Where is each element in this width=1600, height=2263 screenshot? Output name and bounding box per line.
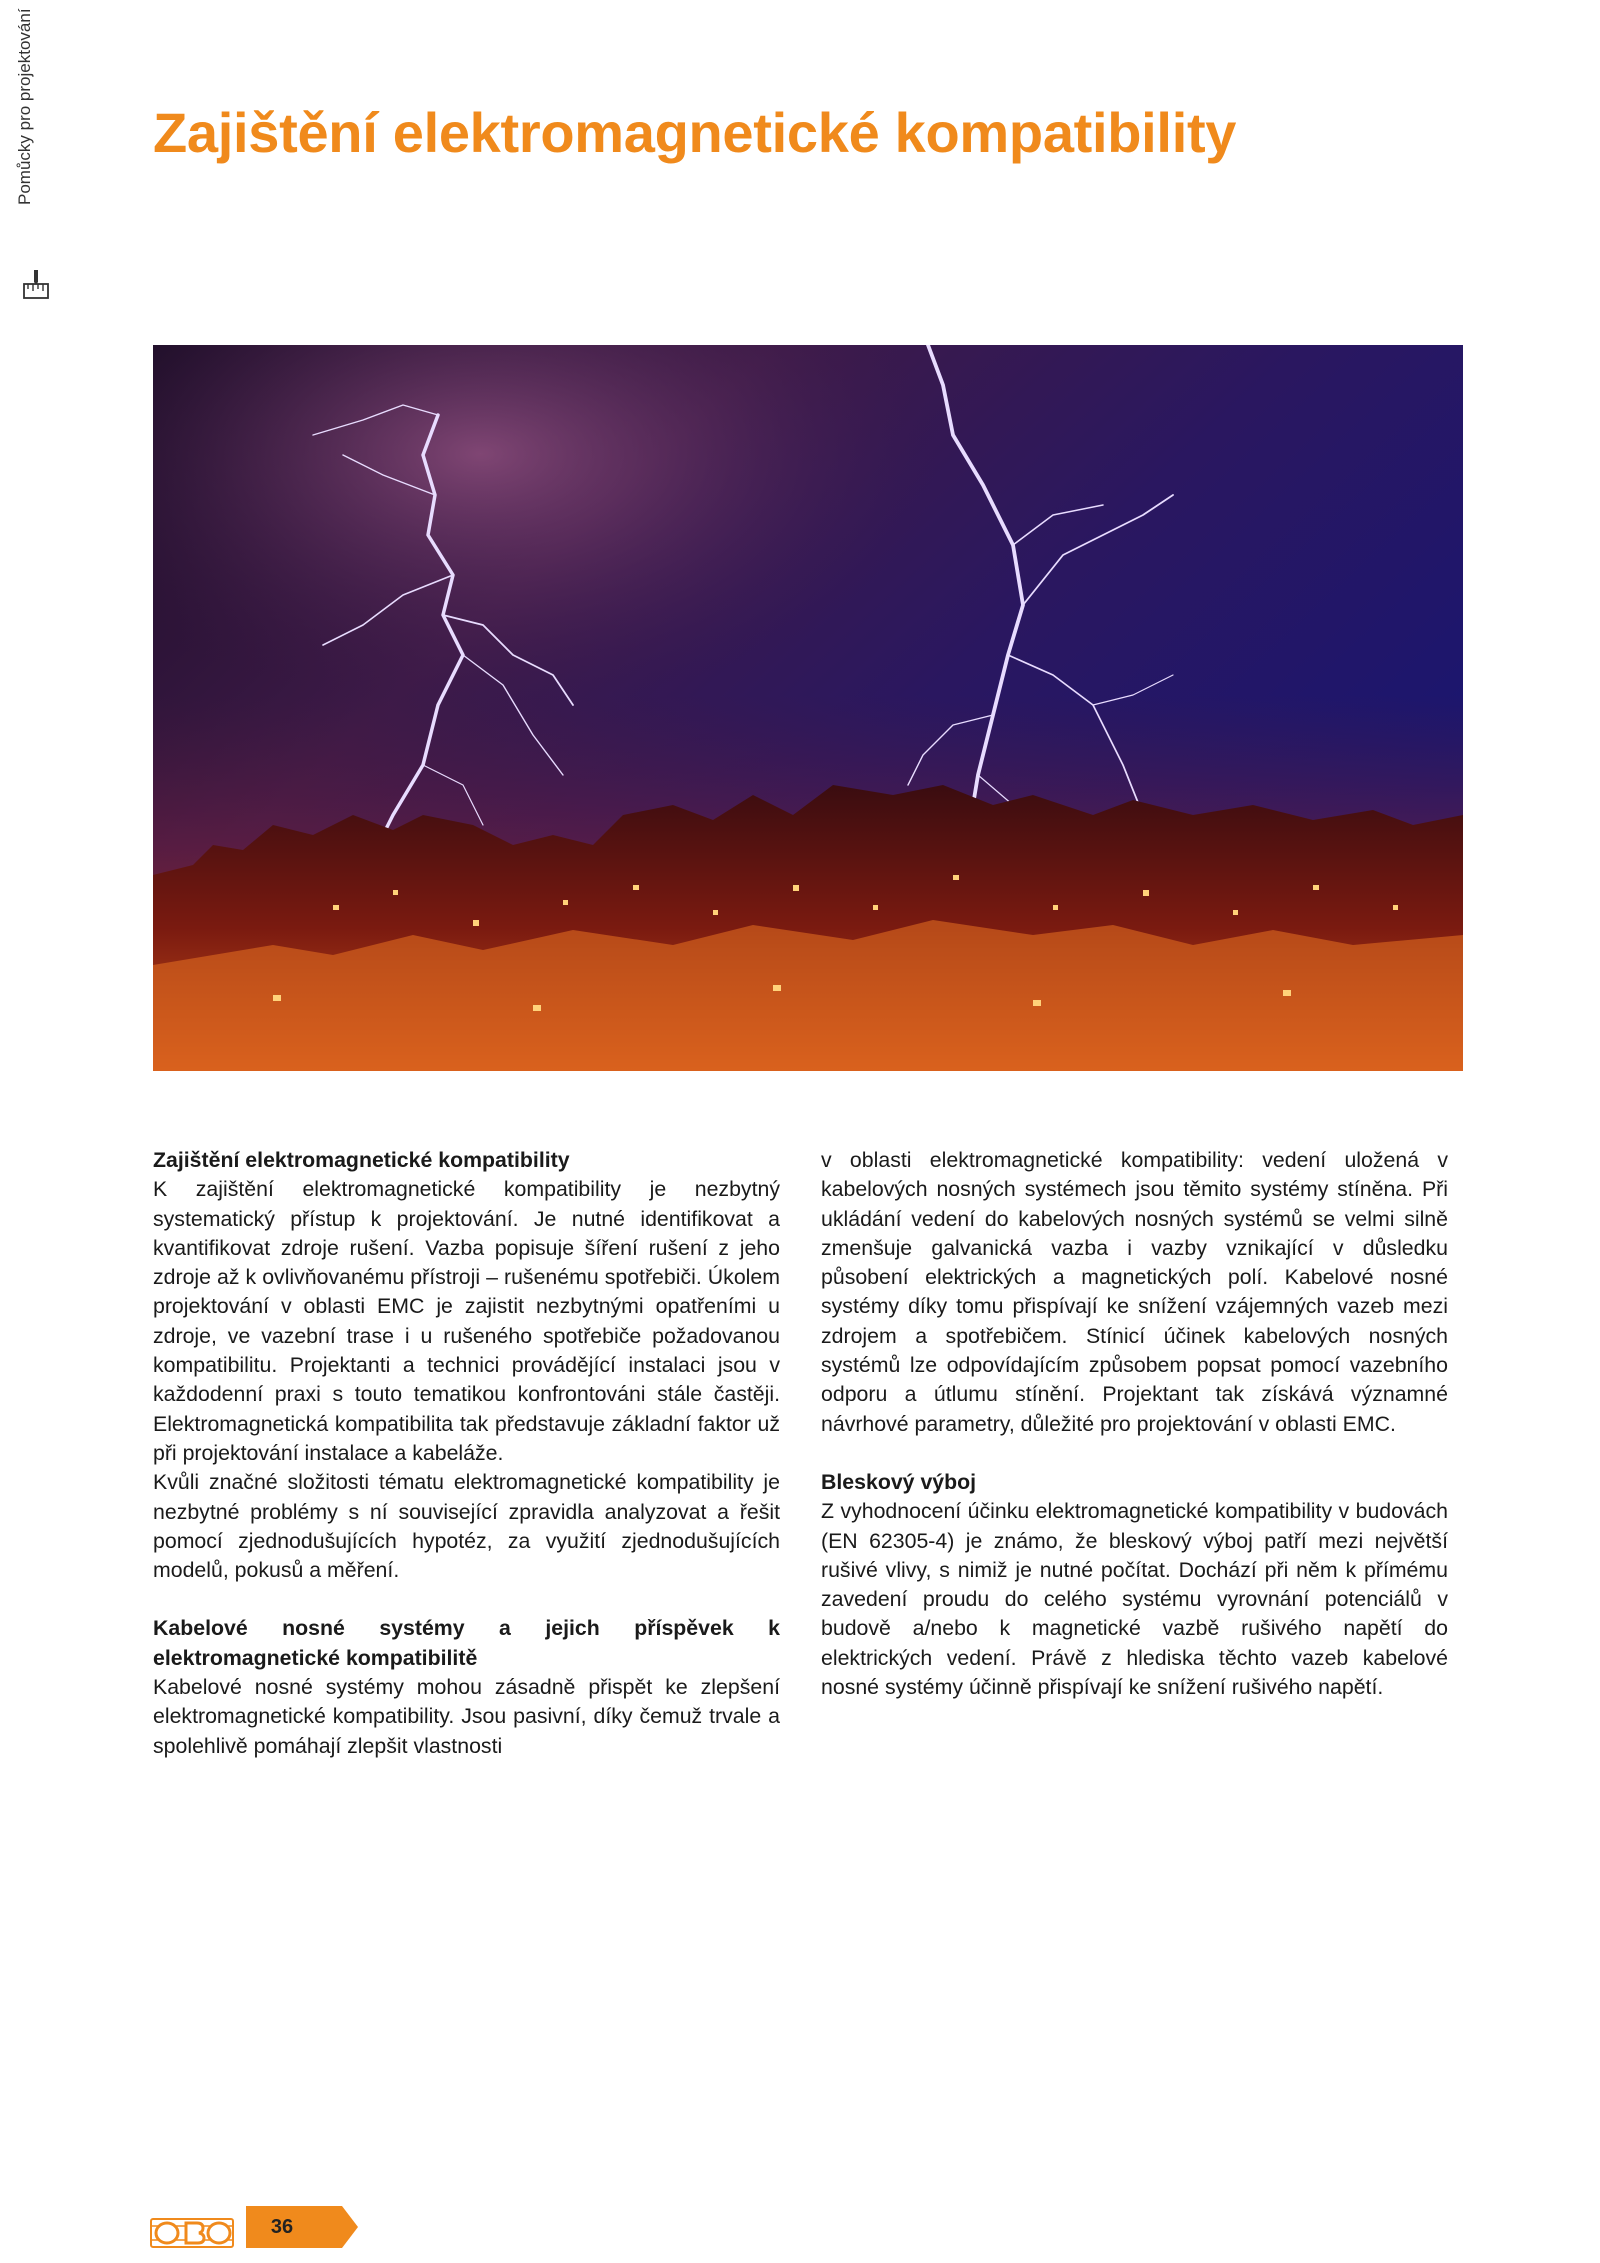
section-heading-cable-systems: Kabelové nosné systémy a jejich příspěvek k elektromagnetické kompatibilitě	[153, 1616, 780, 1670]
paragraph-cable-systems: Kabelové nosné systémy mohou zásadně přispět ke zlepšení elektromagnetické kompatibility. Jsou pasivní, díky čemuž trvale a spolehlivě pomáhají zlepšit vlastnosti	[153, 1675, 780, 1758]
obo-logo	[150, 2218, 234, 2248]
paragraph-emc-intro: K zajištění elektromagnetické kompatibility je nezbytný systematický přístup k projektování. Je nutné identifikovat a kvantifikovat zdroje rušení. Vazba popisuje šíření rušení z jeho zdroje až k ovlivňovanému přístroji – rušenému spotřebiči. Úkolem projektování v oblasti EMC je zajistit nezbytnými opatřeními u zdroje, ve vazební trase i u rušeného spotřebiče požadovanou kompatibilitu. Projektanti a technici provádějící instalaci jsou v každodenní praxi s touto tematikou konfrontováni stále častěji. Elektromagnetická kompatibilita tak představuje základní faktor už při projektování instalace a kabeláže.	[153, 1177, 780, 1465]
lightning-over-city-image	[153, 345, 1463, 1071]
paragraph-cable-systems-continued: v oblasti elektromagnetické kompatibility: vedení uložená v kabelových nosných systémech jsou těmito systémy stíněna. Při ukládání vedení do kabelových nosných systémů se velmi silně zmenšuje galvanická vazba i vazby vznikající v důsledku působení elektrických a magnetických polí. Kabelové nosné systémy díky tomu přispívají ke snížení vzájemných vazeb mezi zdrojem a spotřebičem. Stínicí účinek kabelových nosných systémů lze odpovídajícím způsobem popsat pomocí vazebního odporu a útlumu stínění. Projektant tak získává významné návrhové parametry, důležité pro projektování v oblasti EMC.	[821, 1148, 1448, 1436]
right-text-column	[821, 1146, 1448, 1702]
paragraph-lightning: Z vyhodnocení účinku elektromagnetické kompatibility v budovách (EN 62305-4) je známo, že bleskový výboj patří mezi největší rušivé vlivy, s nimiž je nutné počítat. Dochází při něm k přímému zavedení proudu do celého systému vyrovnání potenciálů v budově a/nebo k magnetické vazbě rušivého napětí do elektrických vedení. Právě z hlediska těchto vazeb kabelové nosné systémy účinně přispívají ke snížení rušivého napětí.	[821, 1499, 1448, 1700]
section-heading-lightning: Bleskový výboj	[821, 1469, 977, 1494]
left-text-column	[153, 1146, 780, 1761]
page-title: Zajištění elektromagnetické kompatibility	[153, 101, 1237, 164]
page-number: 36	[270, 2216, 294, 2238]
paragraph-emc-complexity: Kvůli značné složitosti tématu elektromagnetické kompatibility je nezbytné problémy s ní související zpravidla analyzovat a řešit pomocí zjednodušujících hypotéz, za využití zjednodušujících modelů, pokusů a měření.	[153, 1470, 780, 1583]
section-heading-emc: Zajištění elektromagnetické kompatibility	[153, 1148, 570, 1172]
ruler-pencil-icon	[22, 268, 52, 304]
sidebar-section-label: Pomůcky pro projektování	[15, 8, 34, 205]
